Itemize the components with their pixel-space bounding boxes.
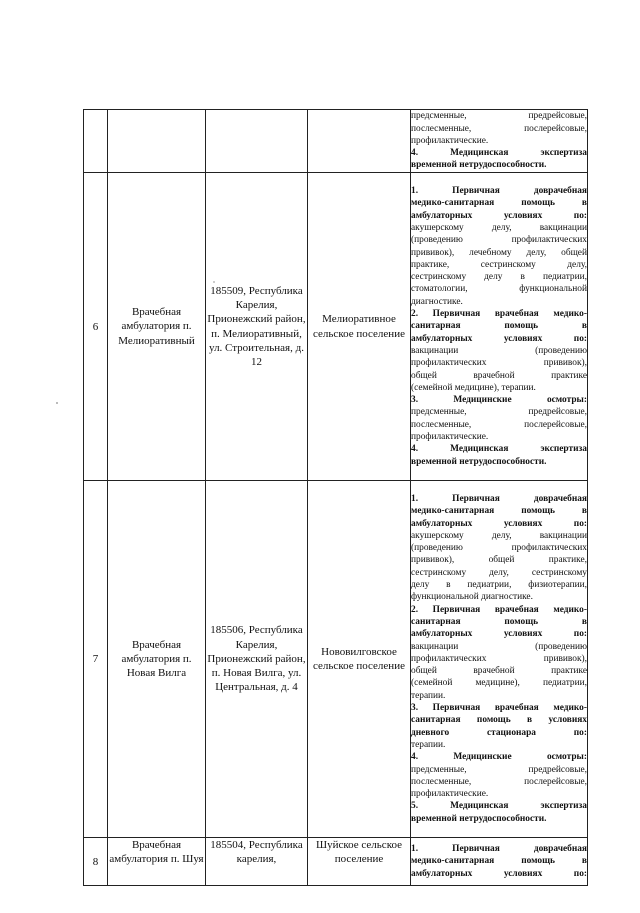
table-row [84, 481, 588, 838]
service-line: практике, сестринскому делу, [411, 259, 587, 270]
row-number [84, 110, 108, 173]
row-number: 8 [84, 838, 108, 886]
service-line: (проведению профилактических [411, 235, 587, 246]
service-line: 5. Медицинская экспертиза [411, 801, 587, 812]
institution-address: 185509, Республика Карелия, Прионежский район, п. Мелиоративный, ул. Строительная, д. 12 [206, 173, 308, 481]
service-line: 3. Медицинские осмотры: [411, 395, 587, 406]
institution-address: 185504, Республика карелия, [206, 838, 308, 886]
institution-name [108, 110, 206, 173]
service-line: временной нетрудоспособности. [411, 813, 547, 824]
service-line: 1. Первичная доврачебная [411, 844, 587, 855]
table-row [84, 838, 588, 886]
service-line: функциональной диагностике. [411, 592, 533, 603]
service-line: (проведению профилактических [411, 543, 587, 554]
service-line: прививок), общей практике, [411, 555, 587, 566]
services-cell [411, 481, 588, 838]
service-line: диагностике. [411, 296, 463, 307]
service-line: 1. Первичная доврачебная [411, 493, 587, 504]
row-number: 6 [84, 173, 108, 481]
service-line: вакцинации (проведению [411, 345, 587, 356]
settlement-name: Нововилговское сельское поселение [308, 481, 411, 838]
service-line: медико-санитарная помощь в [411, 198, 587, 209]
service-line: сестринскому делу в педиатрии, [411, 272, 587, 283]
service-line: общей врачебной практике [411, 666, 587, 677]
settlement-name: Мелиоративное сельское поселение [308, 173, 411, 481]
service-line: (семейной медицине), терапии. [411, 382, 536, 393]
service-line: профилактических прививок), [411, 653, 587, 664]
service-line: 2. Первичная врачебная медико- [411, 309, 587, 320]
service-line: послесменные, послерейсовые, [411, 123, 587, 134]
institution-address [206, 110, 308, 173]
institution-name: Врачебная амбулатория п. Шуя [108, 838, 206, 886]
service-line: 4. Медицинская экспертиза [411, 148, 587, 159]
service-line: амбулаторных условиях по: [411, 333, 587, 344]
services-cell [411, 173, 588, 481]
service-line: 3. Первичная врачебная медико- [411, 703, 587, 714]
service-line: профилактических прививок), [411, 358, 587, 369]
service-line: прививок), лечебному делу, общей [411, 247, 587, 258]
row-number: 7 [84, 481, 108, 838]
service-line: временной нетрудоспособности. [411, 456, 547, 467]
service-line: терапии. [411, 739, 446, 750]
service-line: медико-санитарная помощь в [411, 856, 587, 867]
service-line: общей врачебной практике [411, 370, 587, 381]
service-line: временной нетрудоспособности. [411, 160, 547, 171]
service-line: предсменные, предрейсовые, [411, 407, 587, 418]
institution-address: 185506, Республика Карелия, Прионежский район, п. Новая Вилга, ул. Центральная, д. 4 [206, 481, 308, 838]
service-line: сестринскому делу, сестринскому [411, 567, 587, 578]
scan-speck [56, 402, 58, 404]
service-line: дневного стационара по: [411, 727, 587, 738]
settlement-name: Шуйское сельское поселение [308, 838, 411, 886]
service-line: послесменные, послерейсовые, [411, 419, 587, 430]
service-line: акушерскому делу, вакцинации [411, 222, 587, 233]
service-line: профилактические. [411, 432, 489, 443]
services-cell [411, 838, 588, 886]
service-line: 4. Медицинские осмотры: [411, 752, 587, 763]
institution-name: Врачебная амбулатория п. Мелиоративный [108, 173, 206, 481]
service-line: (семейной медицине), педиатрии, [411, 678, 587, 689]
service-line: 1. Первичная доврачебная [411, 186, 587, 197]
settlement-name [308, 110, 411, 173]
service-line: предсменные, предрейсовые, [411, 111, 587, 122]
service-line: профилактические. [411, 789, 489, 800]
service-line: санитарная помощь в условиях [411, 715, 587, 726]
service-line: профилактические. [411, 135, 489, 146]
service-line: амбулаторных условиях по: [411, 629, 587, 640]
institution-name: Врачебная амбулатория п. Новая Вилга [108, 481, 206, 838]
service-line: делу в педиатрии, физиотерапии, [411, 580, 587, 591]
service-line: амбулаторных условиях по: [411, 518, 587, 529]
service-line: санитарная помощь в [411, 616, 587, 627]
service-line: 4. Медицинская экспертиза [411, 444, 587, 455]
service-line: терапии. [411, 690, 446, 701]
table-row [84, 173, 588, 481]
table-row [84, 110, 588, 173]
service-line: послесменные, послерейсовые, [411, 776, 587, 787]
service-line: акушерскому делу, вакцинации [411, 530, 587, 541]
service-line: амбулаторных условиях по: [411, 210, 587, 221]
services-cell [411, 110, 588, 173]
service-line: медико-санитарная помощь в [411, 506, 587, 517]
service-line: амбулаторных условиях по: [411, 868, 587, 879]
institutions-table [83, 109, 588, 886]
service-line: предсменные, предрейсовые, [411, 764, 587, 775]
service-line: 2. Первичная врачебная медико- [411, 604, 587, 615]
service-line: санитарная помощь в [411, 321, 587, 332]
service-line: стоматологии, функциональной [411, 284, 587, 295]
service-line: вакцинации (проведению [411, 641, 587, 652]
